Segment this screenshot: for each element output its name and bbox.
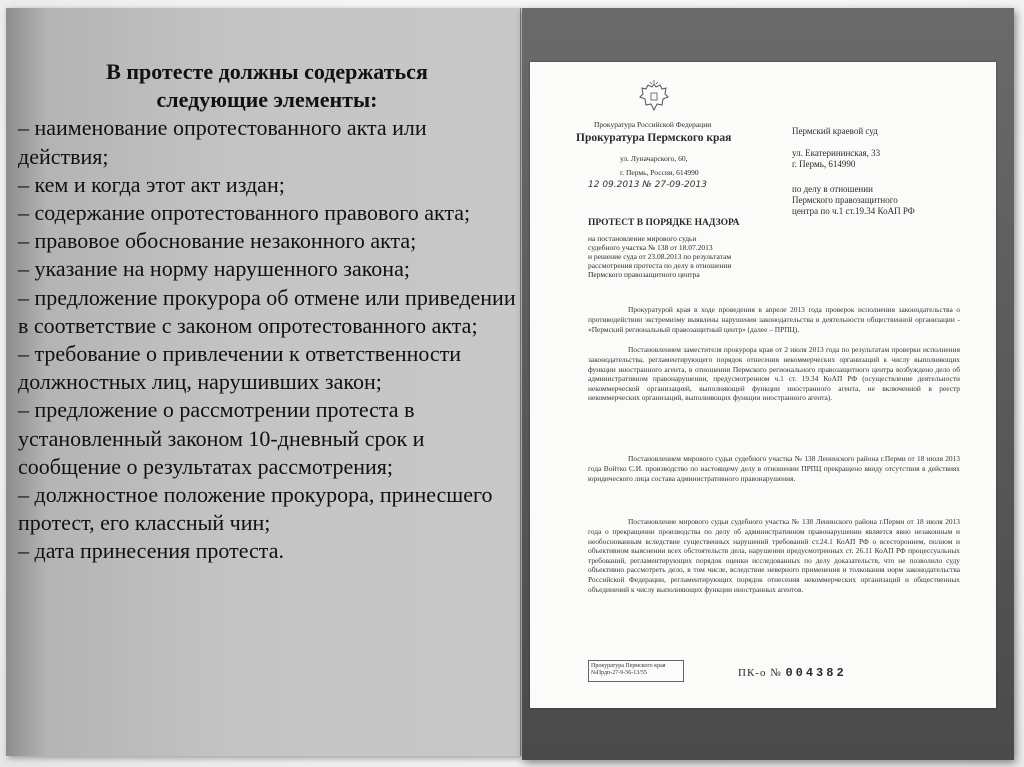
subject-line-3: и решение суда от 23.08.2013 по результатам: [588, 252, 732, 261]
agency-small: Прокуратура Российской Федерации: [594, 120, 712, 129]
recipient-city: г. Пермь, 614990: [792, 159, 856, 169]
list-item: – должностное положение прокурора, принесшего протест, его классный чин;: [18, 482, 493, 536]
document-title: ПРОТЕСТ В ПОРЯДКЕ НАДЗОРА: [588, 218, 740, 228]
heading-line-2: следующие элементы:: [156, 87, 378, 113]
agency-name: Прокуратура Пермского края: [576, 132, 732, 144]
slide-text: [18, 58, 516, 566]
registration-value: 004382: [785, 666, 847, 680]
list-item: – наименование опротестованного акта или действия;: [18, 115, 427, 169]
stamp-line-1: Прокуратура Пермского края: [591, 663, 666, 669]
recipient-street: ул. Екатерининская, 33: [792, 148, 881, 158]
body-paragraph-2: Постановлением заместителя прокурора края от 2 июля 2013 года по результатам проверки исполнения законодательства, регламентирующего порядок отнесения некоммерческих организаций к числу выполняющих функции иностранного агента, в отношении Пермского регионального правозащитного центра возбуждено дело об административном правонарушении, предусмотренном ч.1 ст. 19.34 КоАП РФ (осуществление деятельности некоммерческой организацией, выполняющей функции иностранного агента, не включенной в реестр некоммерческих организаций, выполняющих функции иностранного агента).: [588, 345, 960, 403]
case-line-3: центра по ч.1 ст.19.34 КоАП РФ: [792, 206, 915, 216]
body-paragraph-3: Постановлением мирового судьи судебного участка № 138 Ленинского района г.Перми от 18 июля 2013 года Войтко С.И. производство по настоящему делу в отношении ПРПЦ прекращено ввиду отсутствия в действиях юридического лица состава административного правонарушения.: [588, 454, 960, 483]
list-item: – содержание опротестованного правового акта;: [18, 200, 471, 226]
list-item: – кем и когда этот акт издан;: [18, 171, 285, 197]
recipient-name: Пермский краевой суд: [792, 126, 878, 136]
agency-address-1: ул. Луначарского, 60,: [620, 154, 688, 163]
slide-heading: [18, 58, 516, 114]
registration-label: ПК-о №: [738, 667, 782, 679]
document-scan: [530, 62, 996, 708]
subject-line-2: судебного участка № 138 от 18.07.2013: [588, 243, 713, 252]
outgoing-date-number: 12 09.2013 № 27-09-2013: [588, 180, 707, 190]
subject-line-1: на постановление мирового судьи: [588, 234, 697, 243]
case-line-1: по делу в отношении: [792, 184, 873, 194]
subject-line-4: рассмотрения протеста по делу в отношении: [588, 261, 732, 270]
list-item: – предложение о рассмотрении протеста в установленный законом 10-дневный срок и сообщение о результатах рассмотрения;: [18, 397, 425, 479]
case-line-2: Пермского правозащитного: [792, 195, 898, 205]
body-paragraph-4: Постановление мирового судьи судебного участка № 138 Ленинского района г.Перми от 18 июля 2013 года о прекращении производства по делу об административном правонарушении является явно незаконным и необоснованным вследствие существенных нарушений требований ст.24.1 КоАП РФ о всестороннем, полном и объективном выяснении всех обстоятельств дела, нарушении предусмотренных ст. 26.11 КоАП РФ процессуальных требований, регламентирующих порядок оценки исследованных по делу доказательств, что не позволило суду объективно рассмотреть дело, в том числе, вследствие неверного применения и толкования норм законодательства Российской Федерации, регламентирующих порядок отнесения некоммерческих организаций и общественных объединений к числу выполняющих функции иностранных агентов.: [588, 517, 960, 594]
registration-number: [738, 666, 847, 680]
list-item: – указание на норму нарушенного закона;: [18, 256, 410, 282]
list-item: – требование о привлечении к ответственности должностных лиц, нарушивших закон;: [18, 341, 462, 395]
subject-line-5: Пермского правозащитного центра: [588, 270, 700, 279]
double-headed-eagle-icon: [638, 80, 670, 116]
stamp-line-2: №Прдп-27-9-56-13/55: [591, 670, 647, 676]
agency-address-2: г. Пермь, Россия, 614990: [620, 168, 699, 177]
body-paragraph-1: Прокуратурой края в ходе проведения в апреле 2013 года проверок исполнения законодательства о противодействии экстремизму выявлены нарушения законодательства в деятельности общественной организации - «Пермский региональный правозащитный центр» (далее – ПРПЦ).: [588, 305, 960, 334]
heading-line-1: В протесте должны содержаться: [106, 59, 428, 84]
text-panel: [6, 8, 521, 756]
list-item: – предложение прокурора об отмене или приведении в соответствие с законом опротестованного акта;: [18, 284, 516, 338]
registration-stamp: [588, 660, 684, 682]
list-item: – правовое обоснование незаконного акта;: [18, 228, 417, 254]
list-item: – дата принесения протеста.: [18, 538, 284, 564]
